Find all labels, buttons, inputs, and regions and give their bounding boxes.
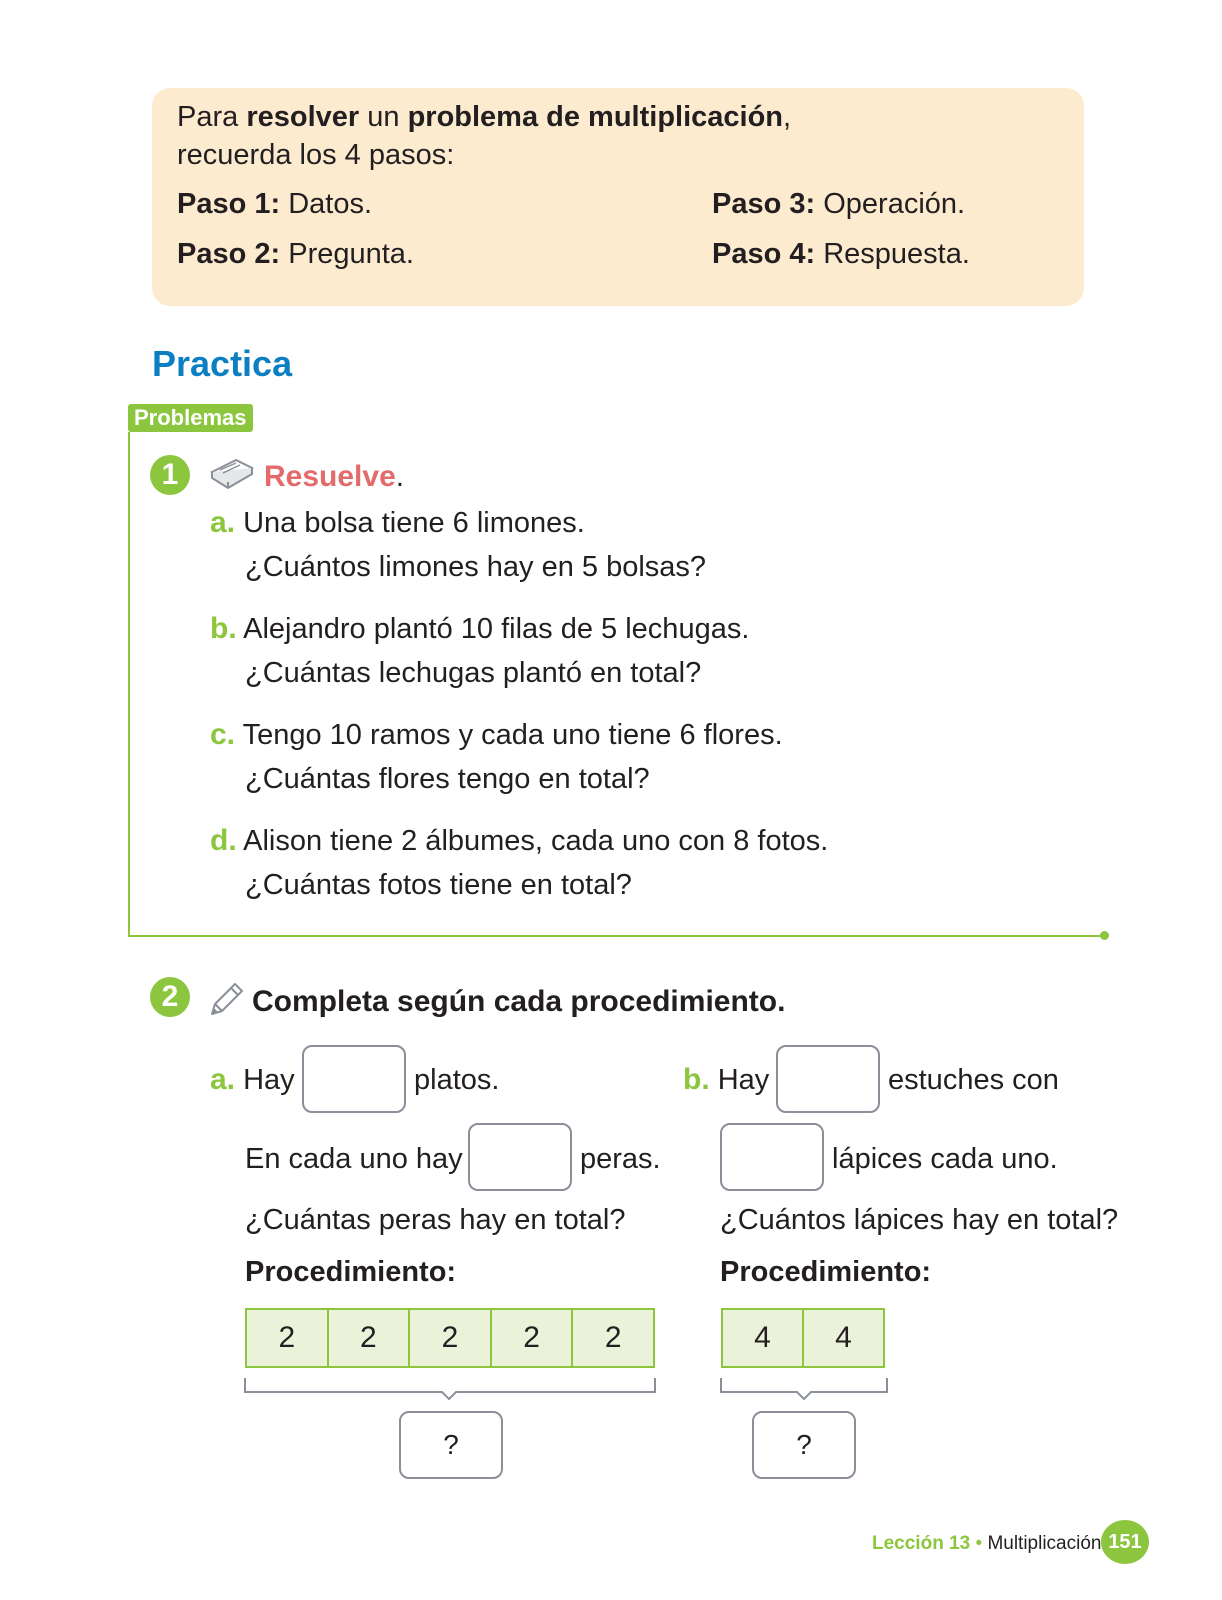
notebook-icon xyxy=(206,456,258,492)
2b-cell-row xyxy=(721,1308,885,1368)
exercise-2-instruction: Completa según cada procedimiento. xyxy=(252,985,786,1018)
step-3: Paso 3: Operación. xyxy=(712,188,966,220)
bar-cell: 4 xyxy=(723,1310,804,1366)
answer-box-lapices[interactable] xyxy=(720,1123,824,1191)
problems-tag: Problemas xyxy=(128,404,253,432)
2b-procedure-title: Procedimiento: xyxy=(720,1256,932,1288)
2b-lapices-label: lápices cada uno. xyxy=(832,1143,1058,1175)
item-line-1: Tengo 10 ramos y cada uno tiene 6 flores. xyxy=(242,719,783,751)
item-line-1: Alejandro plantó 10 filas de 5 lechugas. xyxy=(243,613,750,645)
2a-answer-box[interactable]: ? xyxy=(399,1411,503,1479)
info-line-1: Para resolver un problema de multiplicación, xyxy=(177,101,792,133)
item-letter: a. xyxy=(210,1063,236,1096)
2a-peras-label: peras. xyxy=(580,1143,661,1175)
item-line-1: Alison tiene 2 álbumes, cada uno con 8 fotos. xyxy=(243,825,829,857)
2b-answer-box[interactable]: ? xyxy=(752,1411,856,1479)
step-2: Paso 2: Pregunta. xyxy=(177,238,414,270)
answer-box-peras[interactable] xyxy=(468,1123,572,1191)
item-letter: b. xyxy=(683,1063,710,1096)
2b-hay: b. Hay xyxy=(683,1063,770,1096)
page-number: 151 xyxy=(1101,1520,1149,1564)
2a-brace xyxy=(244,1378,656,1400)
list-item xyxy=(210,824,828,902)
section-title: Practica xyxy=(152,343,293,384)
footer-lesson: Lección 13 • Multiplicación xyxy=(872,1533,1102,1554)
step-4: Paso 4: Respuesta. xyxy=(712,238,970,270)
2a-hay: a. Hay xyxy=(210,1063,295,1096)
bar-cell: 2 xyxy=(329,1310,411,1366)
exercise-1-number: 1 xyxy=(150,455,190,495)
2a-en-cada-label: En cada uno hay xyxy=(245,1143,463,1175)
item-letter: b. xyxy=(210,612,237,645)
2b-question: ¿Cuántos lápices hay en total? xyxy=(720,1204,1119,1236)
step-1: Paso 1: Datos. xyxy=(177,188,373,220)
list-item xyxy=(210,612,749,690)
item-line-2: ¿Cuántos limones hay en 5 bolsas? xyxy=(245,551,707,583)
item-letter: c. xyxy=(210,718,236,751)
list-item xyxy=(210,506,706,584)
item-line-2: ¿Cuántas lechugas plantó en total? xyxy=(245,657,702,689)
frame-left-line xyxy=(128,432,130,937)
2b-brace xyxy=(720,1378,888,1400)
2b-estuches-label: estuches con xyxy=(888,1064,1059,1096)
answer-box-estuches[interactable] xyxy=(776,1045,880,1113)
item-letter: d. xyxy=(210,824,237,857)
frame-bottom-line xyxy=(128,935,1106,937)
frame-dot xyxy=(1100,931,1109,940)
2a-platos-label: platos. xyxy=(414,1064,500,1096)
bar-cell: 2 xyxy=(410,1310,492,1366)
item-line-2: ¿Cuántas flores tengo en total? xyxy=(245,763,650,795)
bar-cell: 2 xyxy=(604,1321,622,1354)
exercise-1-instruction: Resuelve. xyxy=(264,460,405,493)
answer-box-platos[interactable] xyxy=(302,1045,406,1113)
2a-question: ¿Cuántas peras hay en total? xyxy=(245,1204,626,1236)
pencil-icon xyxy=(206,980,246,1020)
bar-cell: 2 xyxy=(492,1310,574,1366)
info-line-2: recuerda los 4 pasos: xyxy=(177,139,455,171)
item-letter: a. xyxy=(210,506,236,539)
2a-procedure-title: Procedimiento: xyxy=(245,1256,457,1288)
bar-cell: 2 xyxy=(247,1310,329,1366)
bar-cell: 4 xyxy=(835,1321,852,1354)
exercise-2-number: 2 xyxy=(150,977,190,1017)
item-line-1: Una bolsa tiene 6 limones. xyxy=(243,507,585,539)
list-item xyxy=(210,718,783,796)
2a-cell-row xyxy=(245,1308,655,1368)
item-line-2: ¿Cuántas fotos tiene en total? xyxy=(245,869,632,901)
